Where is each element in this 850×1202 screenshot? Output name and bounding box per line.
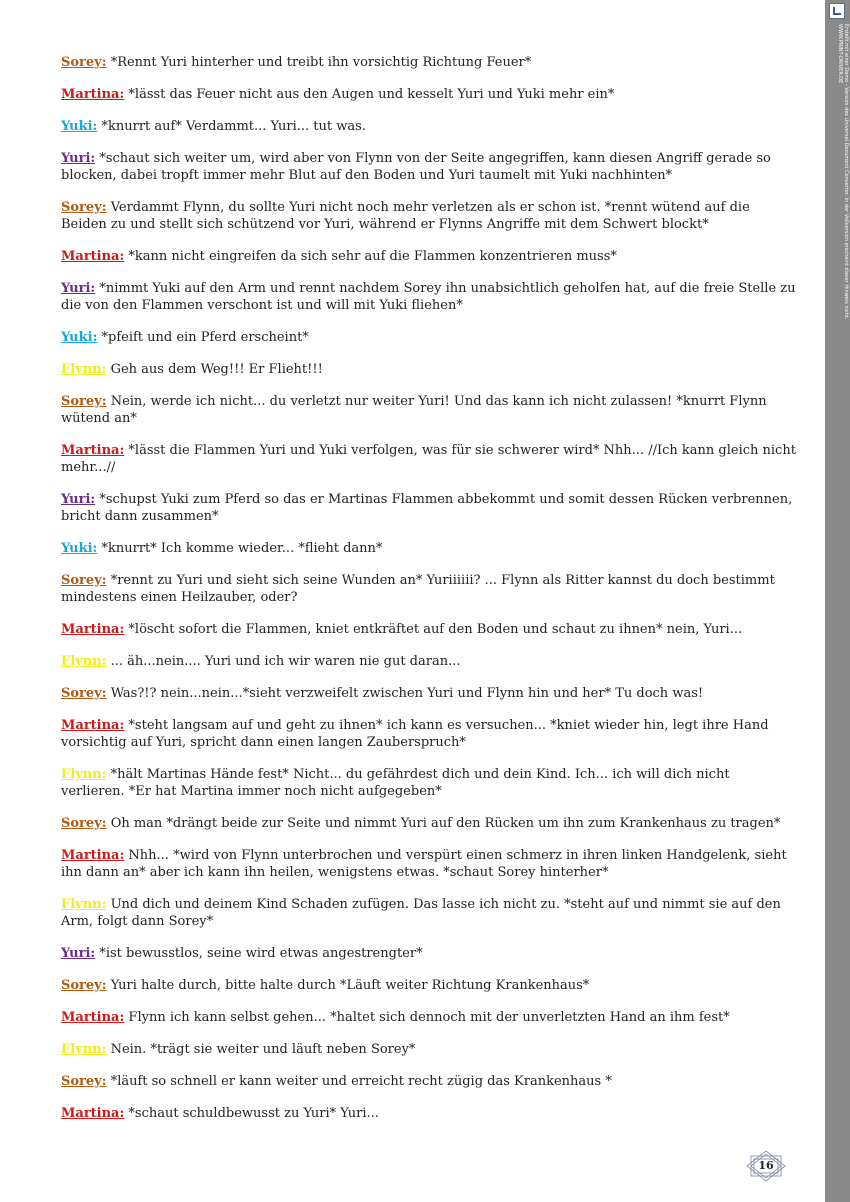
dialogue-line xyxy=(61,86,796,103)
dialogue-line xyxy=(61,280,796,314)
dialogue-text-body: *schaut schuldbewusst zu Yuri* Yuri... xyxy=(128,1106,379,1121)
dialogue-text-body: Verdammt Flynn, du sollte Yuri nicht noch mehr verletzen als er schon ist. *rennt wütend auf die Beiden zu und stellt sich schützend vor Yuri, während er Flynns Angriffe mit dem Schwert blockt* xyxy=(61,200,750,232)
dialogue-text-body: *läuft so schnell er kann weiter und erreicht recht zügig das Krankenhaus * xyxy=(110,1074,612,1089)
speaker-name: Yuri: xyxy=(61,946,96,961)
speaker-name: Yuri: xyxy=(61,492,96,507)
speaker-name: Sorey: xyxy=(61,200,107,215)
speaker-name: Yuri: xyxy=(61,281,96,296)
dialogue-line xyxy=(61,248,796,265)
page-number: 16 xyxy=(758,1159,774,1172)
sidebar-notice-line1: Erstellt mit einer Demo - Version des Universal Document Converter. In der Vollversion erscheint dieser Hinweis nicht. xyxy=(843,24,849,320)
dialogue-text-body: *schaut sich weiter um, wird aber von Flynn von der Seite angegriffen, kann diesen Angriff gerade so blocken, dabei tropft immer mehr Blut auf den Boden und Yuri taumelt mit Yuki nachhinten* xyxy=(61,151,771,183)
dialogue-line xyxy=(61,847,796,881)
speaker-name: Sorey: xyxy=(61,816,107,831)
dialogue-text xyxy=(61,54,796,1137)
speaker-name: Flynn: xyxy=(61,362,107,377)
dialogue-text-body: Flynn ich kann selbst gehen... *haltet sich dennoch mit der unverletzten Hand an ihm fest* xyxy=(128,1010,730,1025)
speaker-name: Martina: xyxy=(61,1106,125,1121)
sidebar-notice-line2: WWW.PRINT-DRIVER.DE xyxy=(837,24,843,84)
dialogue-text-body: Was?!? nein...nein...*sieht verzweifelt zwischen Yuri und Flynn hin und her* Tu doch was! xyxy=(110,686,704,701)
speaker-name: Yuki: xyxy=(61,541,98,556)
dialogue-line xyxy=(61,815,796,832)
dialogue-line xyxy=(61,491,796,525)
dialogue-line xyxy=(61,572,796,606)
speaker-name: Sorey: xyxy=(61,573,107,588)
dialogue-text-body: *knurrt* Ich komme wieder... *flieht dann* xyxy=(101,541,383,556)
dialogue-line xyxy=(61,766,796,800)
dialogue-text-body: *rennt zu Yuri und sieht sich seine Wunden an* Yuriiiiii? ... Flynn als Ritter kannst du doch bestimmt mindestens einen Heilzauber, oder? xyxy=(61,573,775,605)
dialogue-text-body: *pfeift und ein Pferd erscheint* xyxy=(101,330,309,345)
speaker-name: Sorey: xyxy=(61,394,107,409)
dialogue-text-body: *Rennt Yuri hinterher und treibt ihn vorsichtig Richtung Feuer* xyxy=(110,55,532,70)
speaker-name: Martina: xyxy=(61,718,125,733)
dialogue-text-body: *knurrt auf* Verdammt... Yuri... tut was. xyxy=(101,119,366,134)
dialogue-line xyxy=(61,653,796,670)
dialogue-line xyxy=(61,685,796,702)
dialogue-text-body: *lässt das Feuer nicht aus den Augen und kesselt Yuri und Yuki mehr ein* xyxy=(128,87,615,102)
speaker-name: Flynn: xyxy=(61,654,107,669)
dialogue-line xyxy=(61,118,796,135)
dialogue-text-body: ... äh...nein.... Yuri und ich wir waren nie gut daran... xyxy=(110,654,461,669)
speaker-name: Sorey: xyxy=(61,978,107,993)
dialogue-text-body: *schupst Yuki zum Pferd so das er Martinas Flammen abbekommt und somit dessen Rücken verbrennen, bricht dann zusammen* xyxy=(61,492,793,524)
speaker-name: Martina: xyxy=(61,443,125,458)
speaker-name: Martina: xyxy=(61,249,125,264)
dialogue-line xyxy=(61,896,796,930)
dialogue-line xyxy=(61,977,796,994)
converter-sidebar xyxy=(825,0,850,1202)
dialogue-line xyxy=(61,621,796,638)
dialogue-text-body: Yuri halte durch, bitte halte durch *Läuft weiter Richtung Krankenhaus* xyxy=(110,978,590,993)
page-number-badge xyxy=(745,1150,787,1182)
dialogue-text-body: Und dich und deinem Kind Schaden zufügen. Das lasse ich nicht zu. *steht auf und nimmt sie auf den Arm, folgt dann Sorey* xyxy=(61,897,781,929)
dialogue-line xyxy=(61,361,796,378)
speaker-name: Sorey: xyxy=(61,1074,107,1089)
dialogue-line xyxy=(61,54,796,71)
dialogue-line xyxy=(61,1009,796,1026)
dialogue-text-body: *löscht sofort die Flammen, kniet entkräftet auf den Boden und schaut zu ihnen* nein, Yuri... xyxy=(128,622,743,637)
speaker-name: Martina: xyxy=(61,848,125,863)
dialogue-line xyxy=(61,717,796,751)
speaker-name: Flynn: xyxy=(61,1042,107,1057)
dialogue-text-body: Nein, werde ich nicht... du verletzt nur weiter Yuri! Und das kann ich nicht zulassen! *knurrt Flynn wütend an* xyxy=(61,394,767,426)
dialogue-text-body: *kann nicht eingreifen da sich sehr auf die Flammen konzentrieren muss* xyxy=(128,249,617,264)
dialogue-line xyxy=(61,1105,796,1122)
dialogue-text-body: *ist bewusstlos, seine wird etwas angestrengter* xyxy=(99,946,423,961)
speaker-name: Martina: xyxy=(61,1010,125,1025)
dialogue-text-body: *lässt die Flammen Yuri und Yuki verfolgen, was für sie schwerer wird* Nhh... //Ich kann gleich nicht mehr...// xyxy=(61,443,796,475)
dialogue-line xyxy=(61,540,796,557)
dialogue-line xyxy=(61,1073,796,1090)
dialogue-line xyxy=(61,150,796,184)
speaker-name: Flynn: xyxy=(61,767,107,782)
speaker-name: Martina: xyxy=(61,87,125,102)
dialogue-text-body: Geh aus dem Weg!!! Er Flieht!!! xyxy=(110,362,323,377)
dialogue-text-body: *nimmt Yuki auf den Arm und rennt nachdem Sorey ihn unabsichtlich geholfen hat, auf die freie Stelle zu die von den Flammen verschont ist und will mit Yuki fliehen* xyxy=(61,281,796,313)
dialogue-text-body: Nein. *trägt sie weiter und läuft neben Sorey* xyxy=(110,1042,416,1057)
dialogue-line xyxy=(61,393,796,427)
sidebar-notice xyxy=(837,24,849,319)
speaker-name: Flynn: xyxy=(61,897,107,912)
speaker-name: Sorey: xyxy=(61,55,107,70)
speaker-name: Martina: xyxy=(61,622,125,637)
dialogue-line xyxy=(61,199,796,233)
speaker-name: Yuri: xyxy=(61,151,96,166)
dialogue-line xyxy=(61,442,796,476)
udc-logo-icon xyxy=(829,3,845,19)
dialogue-line xyxy=(61,1041,796,1058)
dialogue-text-body: *hält Martinas Hände fest* Nicht... du gefährdest dich und dein Kind. Ich... ich will dich nicht verlieren. *Er hat Martina immer noch nicht aufgegeben* xyxy=(61,767,730,799)
speaker-name: Sorey: xyxy=(61,686,107,701)
dialogue-text-body: Nhh... *wird von Flynn unterbrochen und verspürt einen schmerz in ihren linken Handgelenk, sieht ihn dann an* aber ich kann ihn heilen, wenigstens etwas. *schaut Sorey hinterher* xyxy=(61,848,787,880)
dialogue-text-body: Oh man *drängt beide zur Seite und nimmt Yuri auf den Rücken um ihn zum Krankenhaus zu tragen* xyxy=(110,816,781,831)
speaker-name: Yuki: xyxy=(61,330,98,345)
dialogue-text-body: *steht langsam auf und geht zu ihnen* ich kann es versuchen... *kniet wieder hin, legt ihre Hand vorsichtig auf Yuri, spricht dann einen langen Zauberspruch* xyxy=(61,718,769,750)
dialogue-line xyxy=(61,329,796,346)
dialogue-line xyxy=(61,945,796,962)
speaker-name: Yuki: xyxy=(61,119,98,134)
